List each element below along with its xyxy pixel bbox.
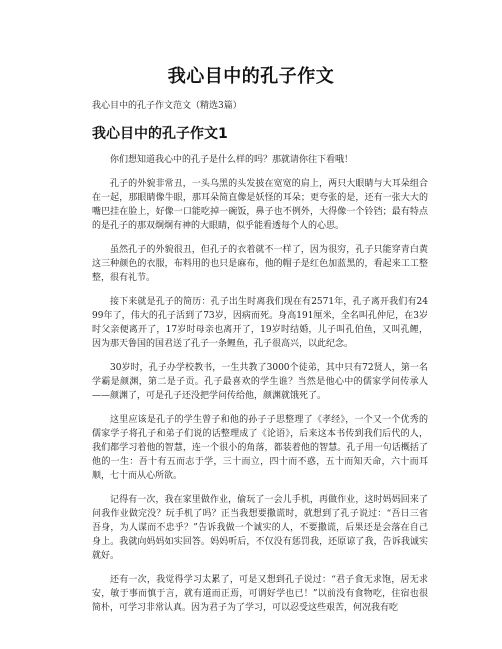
document-title: 我心目中的孔子作文 (167, 66, 335, 87)
paragraph: 孔子的外貌非常丑，一头乌黑的头发披在宽宽的肩上，两只大眼睛与大耳朵组合在一起，那眼睛像牛眼，那耳朵简直像是妖怪的耳朵；更夸张的是，还有一张大大的嘴巴挂在脸上，好像一口能吃掉一碗饭，鼻子也不例外，大得像一个铃铛；最有特点的是孔子的那双炯炯有神的大眼睛，似乎能看透每个人的心思。 (92, 179, 428, 231)
paragraph: 虽然孔子的外貌很丑，但孔子的衣着就不一样了，因为很穷，孔子只能穿青白黄这三种颜色的衣服，布料用的也只是麻布，他的帽子是红色加蓝黑的，看起来工工整整，很有礼节。 (92, 245, 428, 283)
document-subtitle: 我心目中的孔子作文范文（精选3篇） (92, 101, 242, 111)
paragraph: 还有一次，我觉得学习太累了，可是又想到孔子说过：“君子食无求饱，居无求安，敏于事而慎于言，就有道而正焉，可谓好学也已！”以前没有食物吃，住宿也很简朴，可学习非常认真。因为君子为了学习，可以忍受这些艰苦，何况我有吃 (92, 575, 428, 613)
paragraph: 这里应该是孔子的学生曾子和他的孙子子思整理了《孝经》，一个又一个优秀的儒家学子将孔子和弟子们说的话整理成了《论语》，后来这本书传到我们后代的人，我们都学习着他的智慧，连一个很小的角落，都装着他的智慧。孔子用一句话概括了他的一生：吾十有五而志于学，三十而立，四十而不惑，五十而知天命，六十而耳顺，七十而从心所欲。 (92, 415, 428, 481)
essay-body (92, 153, 428, 625)
paragraph: 记得有一次，我在家里做作业，偷玩了一会儿手机，再做作业，这时妈妈回来了问我作业做完没？玩手机了吗？正当我想要撒谎时，就想到了孔子说过：“吾日三省吾身，为人谋而不忠乎？”告诉我做一个诚实的人，不要撒谎，后果还是会落在自己身上。我就向妈妈如实回答。妈妈听后，不仅没有惩罚我，还原谅了我，告诉我诚实就好。 (92, 495, 428, 561)
section-heading: 我心目中的孔子作文1 (92, 126, 228, 142)
paragraph: 你们想知道我心中的孔子是什么样的吗？那就请你往下看哦！ (110, 155, 354, 165)
paragraph: 接下来就是孔子的简历：孔子出生时离我们现在有2571年，孔子离开我们有2499年了，伟大的孔子活到了73岁，因病而死。身高191厘米，全名叫孔仲尼，在3岁时父亲便离开了，17岁时母亲也离开了，19岁时结婚，儿子叫孔伯鱼，又叫孔鲤，因为那天鲁国的国君送了孔子一条鲤鱼，孔子很高兴，以此纪念。 (92, 297, 428, 349)
paragraph: 30岁时，孔子办学校教书，一生共教了3000个徒弟，其中只有72贤人，第一名学霸是颜渊，第二是子贡。孔子最喜欢的学生谁？当然是他心中的儒家学问传承人——颜渊了，可是孔子还没把学问传给他，颜渊就饿死了。 (92, 363, 428, 401)
